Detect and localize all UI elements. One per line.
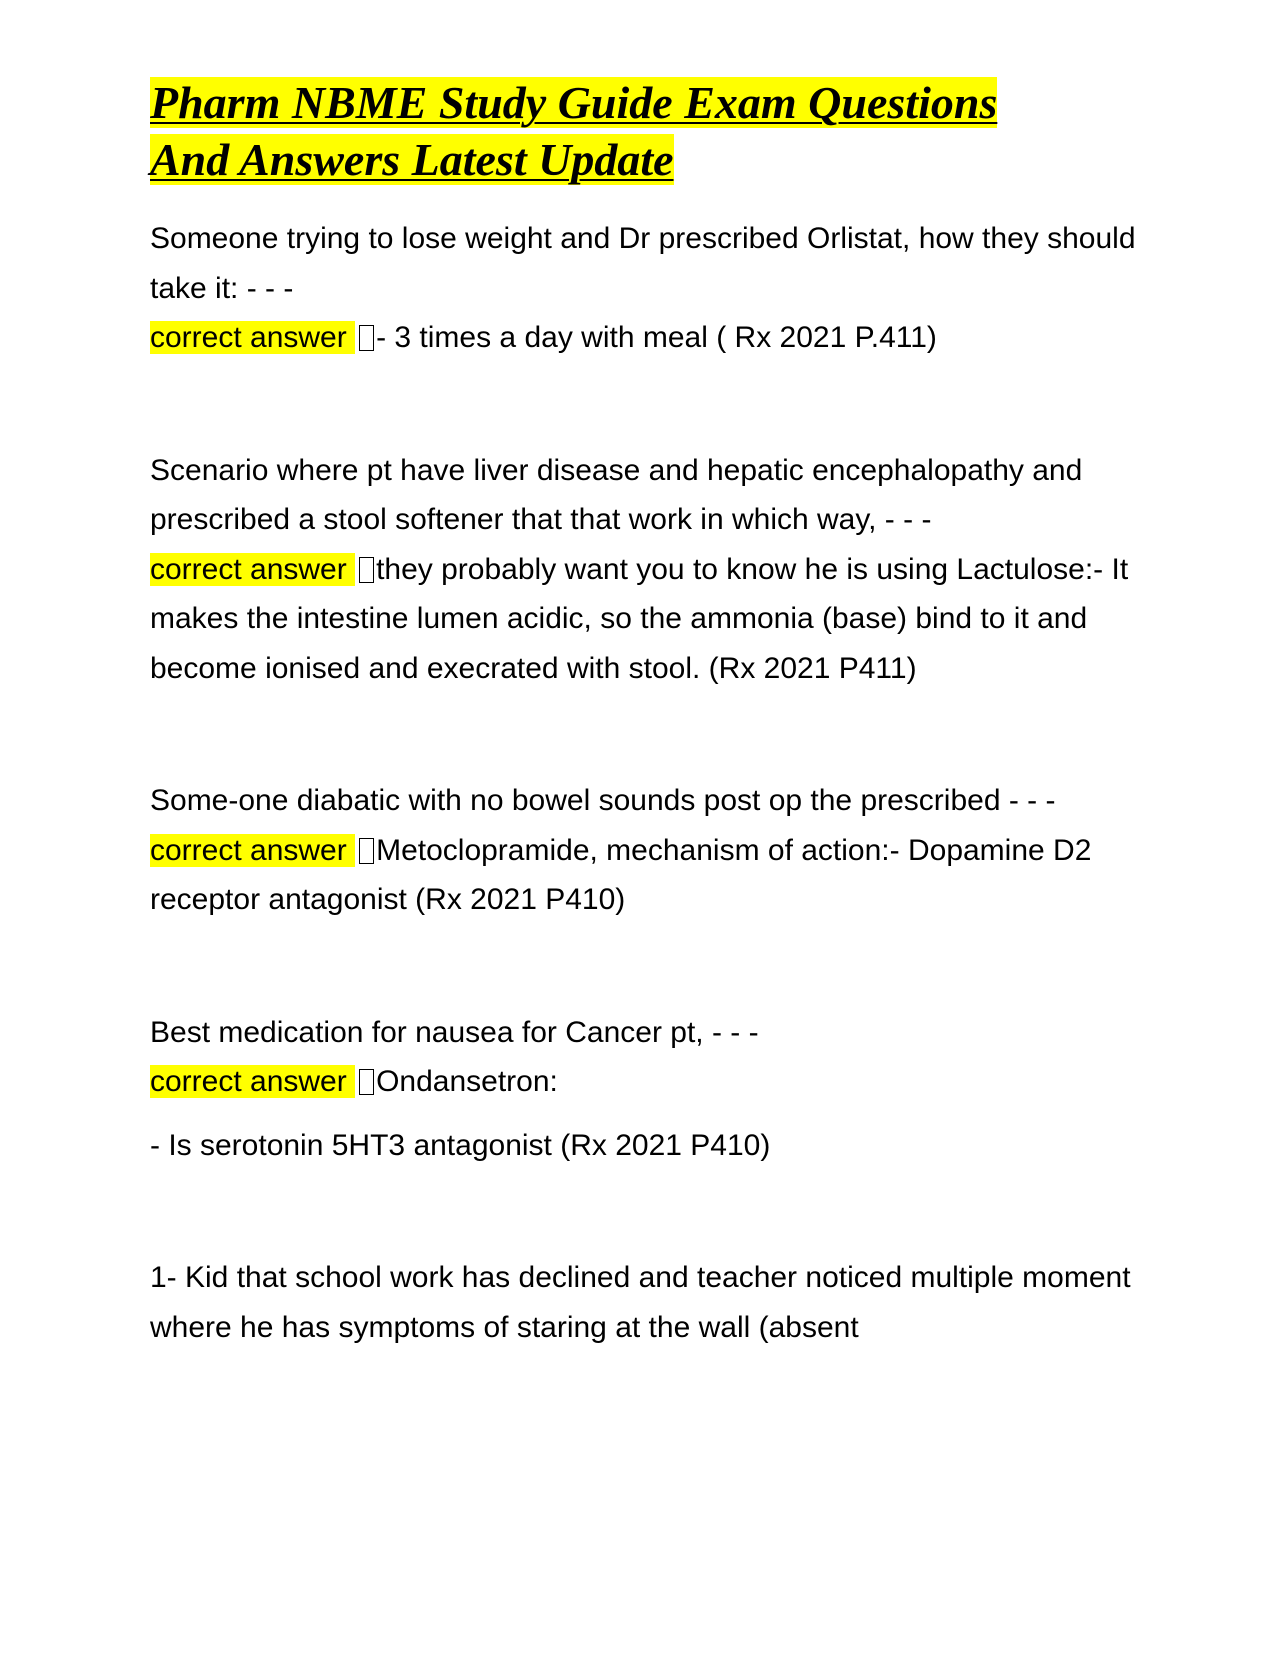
checkbox-glyph-icon [359,557,374,583]
answer-label: correct answer [150,552,356,586]
qa-item [150,214,1150,363]
title-line-2: And Answers Latest Update [150,134,674,185]
checkbox-glyph-icon [359,838,374,864]
answer-extra-text: - Is serotonin 5HT3 antagonist (Rx 2021 P410) [150,1128,771,1162]
checkbox-glyph-icon [359,325,374,351]
answer-line [150,545,1150,694]
document-page [150,74,1150,1352]
title-line-1: Pharm NBME Study Guide Exam Questions [150,77,998,128]
qa-item [150,776,1150,925]
answer-label: correct answer [150,833,356,867]
qa-item [150,446,1150,694]
question-text: Best medication for nausea for Cancer pt, - - - [150,1015,759,1049]
answer-line [150,826,1150,925]
question-text: Scenario where pt have liver disease and hepatic encephalopathy and prescribed a stool softener that that work in which way, - - - [150,453,1083,536]
checkbox-glyph-icon [359,1069,374,1095]
answer-line [150,313,1150,363]
question-text: Someone trying to lose weight and Dr prescribed Orlistat, how they should take it: - - - [150,222,1136,305]
document-title [150,74,1150,188]
answer-label: correct answer [150,321,356,354]
question-text: 1- Kid that school work has declined and teacher noticed multiple moment where he has symptoms of staring at the wall (absent [150,1261,1131,1344]
answer-label: correct answer [150,1065,356,1098]
question-text: Some-one diabatic with no bowel sounds post op the prescribed - - - [150,784,1056,817]
answer-line [150,1057,1150,1107]
answer-text: they probably want you to know he is using Lactulose:- It makes the intestine lumen acidic, so the ammonia (base) bind to it and become ionised and execrated with stool. (Rx 2021 P411) [150,552,1129,685]
qa-item [150,1008,1150,1171]
answer-text: Metoclopramide, mechanism of action:- Dopamine D2 receptor antagonist (Rx 2021 P410) [150,833,1092,916]
answer-text: - 3 times a day with meal ( Rx 2021 P.411) [376,321,937,354]
qa-item [150,1253,1150,1352]
answer-text: Ondansetron: [376,1065,558,1098]
